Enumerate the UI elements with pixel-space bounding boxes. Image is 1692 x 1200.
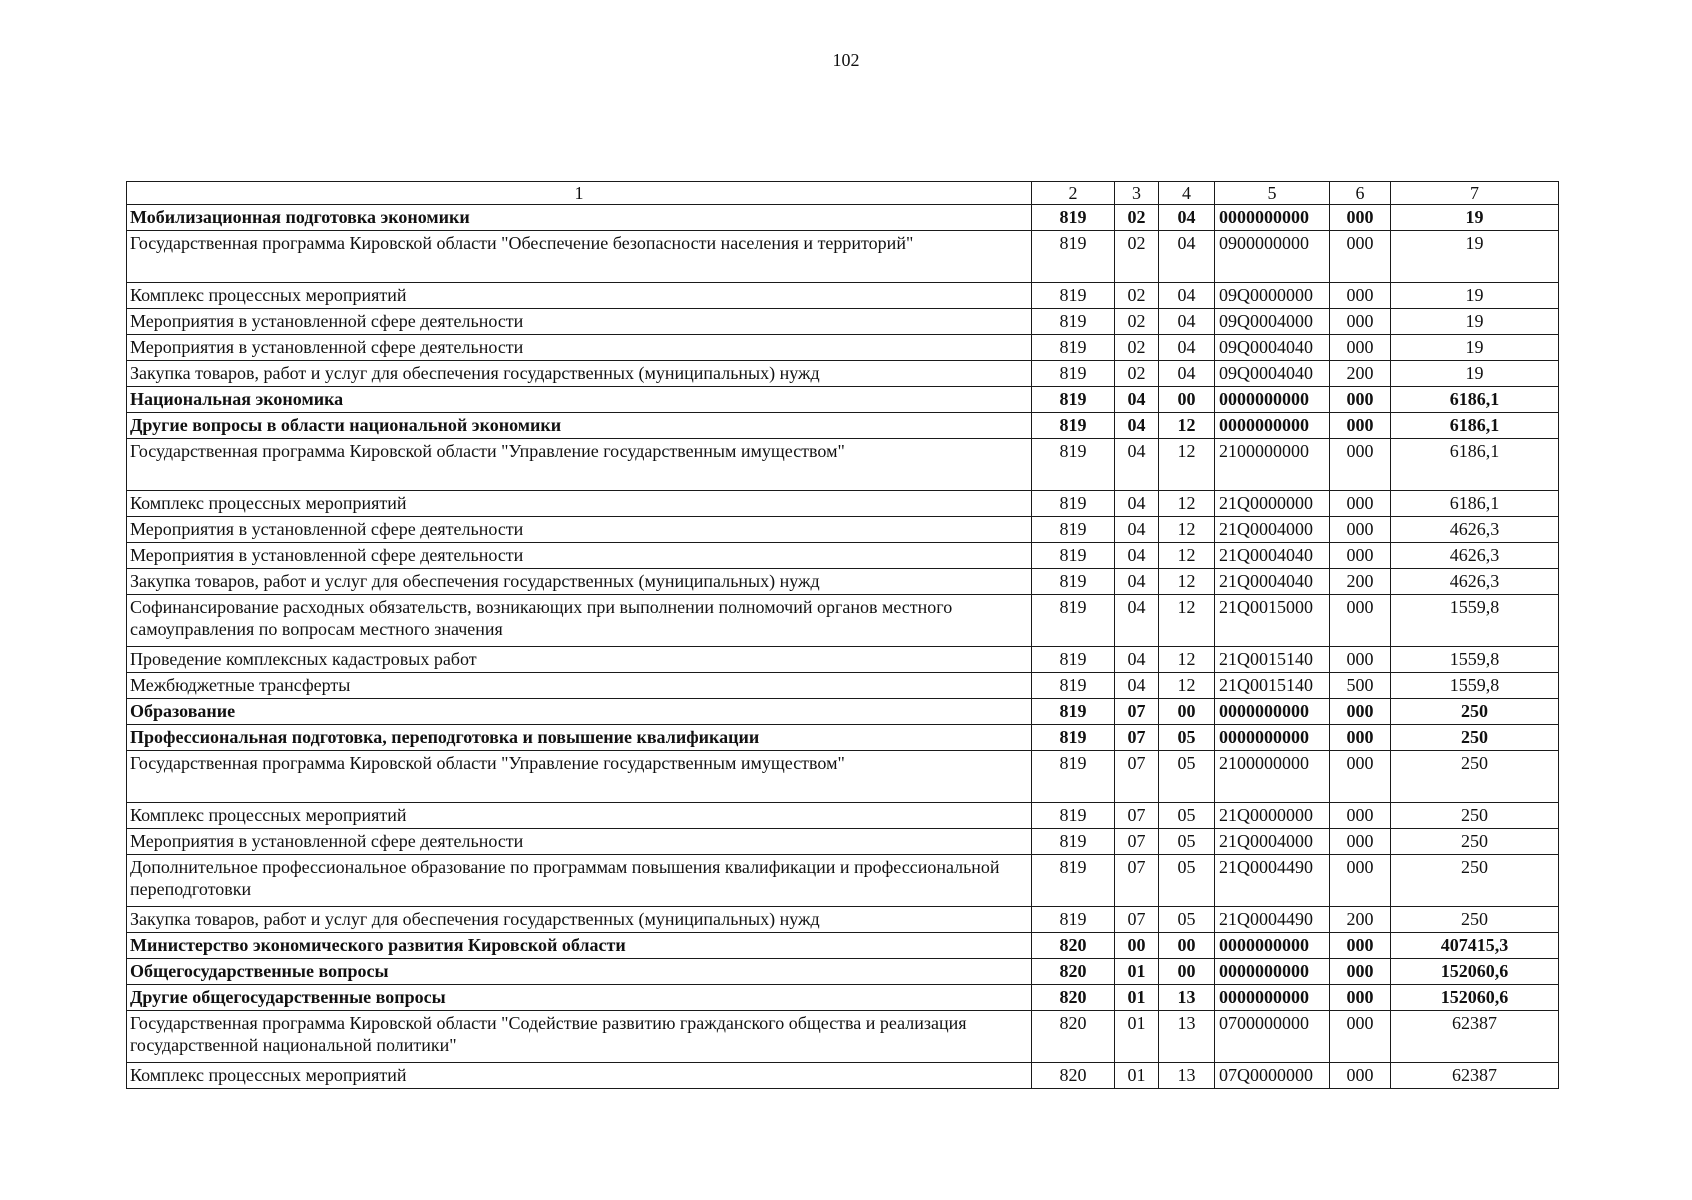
row-code-3-cell: 02 <box>1115 231 1159 283</box>
row-code-6-cell: 000 <box>1330 647 1391 673</box>
row-code-2-cell: 819 <box>1032 647 1115 673</box>
row-code-6-cell: 200 <box>1330 361 1391 387</box>
row-code-6-cell: 000 <box>1330 751 1391 803</box>
row-code-5-cell: 0900000000 <box>1215 231 1330 283</box>
row-code-6-cell: 000 <box>1330 985 1391 1011</box>
row-amount-cell: 19 <box>1391 231 1559 283</box>
header-cell-2: 2 <box>1032 182 1115 205</box>
row-code-3-cell: 04 <box>1115 387 1159 413</box>
table-body <box>127 205 1559 1089</box>
row-code-3-cell: 01 <box>1115 959 1159 985</box>
table-row <box>127 1011 1559 1063</box>
row-amount-cell: 250 <box>1391 699 1559 725</box>
row-code-5-cell: 0000000000 <box>1215 959 1330 985</box>
table-row <box>127 829 1559 855</box>
table-row <box>127 517 1559 543</box>
row-amount-cell: 152060,6 <box>1391 985 1559 1011</box>
table-row <box>127 543 1559 569</box>
row-amount-cell: 19 <box>1391 283 1559 309</box>
budget-table <box>126 181 1559 1089</box>
row-code-3-cell: 04 <box>1115 413 1159 439</box>
row-name-cell: Министерство экономического развития Кировской области <box>127 933 1032 959</box>
row-code-3-cell: 02 <box>1115 283 1159 309</box>
row-code-4-cell: 12 <box>1159 491 1215 517</box>
row-code-4-cell: 12 <box>1159 673 1215 699</box>
row-code-6-cell: 000 <box>1330 595 1391 647</box>
row-amount-cell: 250 <box>1391 725 1559 751</box>
row-code-2-cell: 820 <box>1032 1011 1115 1063</box>
row-code-5-cell: 21Q0004490 <box>1215 855 1330 907</box>
row-code-4-cell: 05 <box>1159 829 1215 855</box>
row-code-2-cell: 819 <box>1032 751 1115 803</box>
row-code-4-cell: 13 <box>1159 985 1215 1011</box>
row-code-4-cell: 04 <box>1159 309 1215 335</box>
row-code-4-cell: 04 <box>1159 283 1215 309</box>
row-code-2-cell: 819 <box>1032 725 1115 751</box>
row-code-4-cell: 00 <box>1159 959 1215 985</box>
row-code-6-cell: 000 <box>1330 413 1391 439</box>
row-code-5-cell: 09Q0004040 <box>1215 361 1330 387</box>
row-name-cell: Мероприятия в установленной сфере деятельности <box>127 829 1032 855</box>
row-code-5-cell: 0000000000 <box>1215 699 1330 725</box>
row-name-cell: Государственная программа Кировской области "Управление государственным имуществом" <box>127 439 1032 491</box>
row-code-2-cell: 819 <box>1032 517 1115 543</box>
row-name-cell: Мероприятия в установленной сфере деятельности <box>127 335 1032 361</box>
header-cell-5: 5 <box>1215 182 1330 205</box>
row-amount-cell: 250 <box>1391 855 1559 907</box>
row-code-5-cell: 21Q0004040 <box>1215 569 1330 595</box>
table-row <box>127 725 1559 751</box>
row-code-3-cell: 04 <box>1115 439 1159 491</box>
row-code-2-cell: 819 <box>1032 543 1115 569</box>
row-amount-cell: 152060,6 <box>1391 959 1559 985</box>
row-name-cell: Дополнительное профессиональное образование по программам повышения квалификации и профессиональной переподготовки <box>127 855 1032 907</box>
row-code-3-cell: 04 <box>1115 595 1159 647</box>
row-code-5-cell: 0000000000 <box>1215 933 1330 959</box>
row-code-6-cell: 000 <box>1330 205 1391 231</box>
row-code-4-cell: 13 <box>1159 1011 1215 1063</box>
header-cell-7: 7 <box>1391 182 1559 205</box>
row-code-6-cell: 000 <box>1330 283 1391 309</box>
row-code-5-cell: 07Q0000000 <box>1215 1063 1330 1089</box>
row-code-6-cell: 000 <box>1330 387 1391 413</box>
row-code-4-cell: 12 <box>1159 647 1215 673</box>
table-row <box>127 985 1559 1011</box>
row-code-3-cell: 02 <box>1115 205 1159 231</box>
row-code-6-cell: 000 <box>1330 335 1391 361</box>
row-code-4-cell: 00 <box>1159 933 1215 959</box>
row-code-4-cell: 12 <box>1159 413 1215 439</box>
header-row <box>127 182 1559 205</box>
row-amount-cell: 4626,3 <box>1391 543 1559 569</box>
table-row <box>127 309 1559 335</box>
row-code-3-cell: 07 <box>1115 725 1159 751</box>
table-row <box>127 439 1559 491</box>
row-code-2-cell: 820 <box>1032 959 1115 985</box>
row-code-5-cell: 09Q0004040 <box>1215 335 1330 361</box>
table-row <box>127 647 1559 673</box>
row-code-4-cell: 12 <box>1159 569 1215 595</box>
table-row <box>127 855 1559 907</box>
table-row <box>127 1063 1559 1089</box>
row-name-cell: Национальная экономика <box>127 387 1032 413</box>
page-number: 102 <box>832 50 860 70</box>
row-code-5-cell: 21Q0004040 <box>1215 543 1330 569</box>
row-amount-cell: 62387 <box>1391 1011 1559 1063</box>
table-row <box>127 933 1559 959</box>
row-amount-cell: 6186,1 <box>1391 439 1559 491</box>
row-code-6-cell: 000 <box>1330 1063 1391 1089</box>
row-code-5-cell: 0000000000 <box>1215 413 1330 439</box>
row-code-3-cell: 02 <box>1115 309 1159 335</box>
row-name-cell: Государственная программа Кировской области "Обеспечение безопасности населения и территорий" <box>127 231 1032 283</box>
row-code-5-cell: 21Q0004000 <box>1215 517 1330 543</box>
row-amount-cell: 4626,3 <box>1391 517 1559 543</box>
row-code-2-cell: 819 <box>1032 335 1115 361</box>
row-code-5-cell: 21Q0004490 <box>1215 907 1330 933</box>
row-code-3-cell: 04 <box>1115 517 1159 543</box>
table-row <box>127 699 1559 725</box>
row-code-2-cell: 819 <box>1032 439 1115 491</box>
row-code-3-cell: 07 <box>1115 907 1159 933</box>
row-code-2-cell: 819 <box>1032 361 1115 387</box>
row-code-2-cell: 819 <box>1032 855 1115 907</box>
row-code-5-cell: 0700000000 <box>1215 1011 1330 1063</box>
row-amount-cell: 19 <box>1391 361 1559 387</box>
row-code-2-cell: 819 <box>1032 673 1115 699</box>
row-name-cell: Государственная программа Кировской области "Управление государственным имуществом" <box>127 751 1032 803</box>
row-code-5-cell: 0000000000 <box>1215 205 1330 231</box>
row-code-6-cell: 000 <box>1330 933 1391 959</box>
row-code-6-cell: 000 <box>1330 725 1391 751</box>
row-code-5-cell: 0000000000 <box>1215 985 1330 1011</box>
row-code-4-cell: 04 <box>1159 361 1215 387</box>
table-row <box>127 413 1559 439</box>
row-code-6-cell: 000 <box>1330 491 1391 517</box>
row-code-3-cell: 04 <box>1115 647 1159 673</box>
row-code-6-cell: 200 <box>1330 569 1391 595</box>
table-row <box>127 907 1559 933</box>
row-name-cell: Государственная программа Кировской области "Содействие развитию гражданского общества и реализация государственной национальной политики" <box>127 1011 1032 1063</box>
row-name-cell: Другие вопросы в области национальной экономики <box>127 413 1032 439</box>
row-code-5-cell: 2100000000 <box>1215 439 1330 491</box>
row-code-2-cell: 819 <box>1032 309 1115 335</box>
table-row <box>127 387 1559 413</box>
row-code-2-cell: 819 <box>1032 803 1115 829</box>
row-code-3-cell: 04 <box>1115 543 1159 569</box>
table-row <box>127 491 1559 517</box>
row-code-5-cell: 21Q0000000 <box>1215 491 1330 517</box>
row-amount-cell: 1559,8 <box>1391 595 1559 647</box>
row-code-6-cell: 000 <box>1330 439 1391 491</box>
row-code-4-cell: 00 <box>1159 387 1215 413</box>
row-name-cell: Закупка товаров, работ и услуг для обеспечения государственных (муниципальных) нужд <box>127 569 1032 595</box>
row-code-5-cell: 21Q0004000 <box>1215 829 1330 855</box>
row-code-4-cell: 00 <box>1159 699 1215 725</box>
row-name-cell: Комплекс процессных мероприятий <box>127 491 1032 517</box>
row-name-cell: Закупка товаров, работ и услуг для обеспечения государственных (муниципальных) нужд <box>127 361 1032 387</box>
row-code-4-cell: 04 <box>1159 231 1215 283</box>
row-amount-cell: 250 <box>1391 907 1559 933</box>
row-amount-cell: 6186,1 <box>1391 491 1559 517</box>
row-name-cell: Комплекс процессных мероприятий <box>127 1063 1032 1089</box>
row-code-2-cell: 819 <box>1032 595 1115 647</box>
row-code-6-cell: 000 <box>1330 959 1391 985</box>
table-row <box>127 673 1559 699</box>
row-amount-cell: 19 <box>1391 205 1559 231</box>
table-row <box>127 569 1559 595</box>
row-code-3-cell: 07 <box>1115 855 1159 907</box>
row-code-4-cell: 12 <box>1159 439 1215 491</box>
row-code-3-cell: 02 <box>1115 335 1159 361</box>
row-code-6-cell: 000 <box>1330 803 1391 829</box>
row-code-3-cell: 07 <box>1115 699 1159 725</box>
table-row <box>127 231 1559 283</box>
row-code-6-cell: 000 <box>1330 517 1391 543</box>
row-code-2-cell: 820 <box>1032 985 1115 1011</box>
row-code-3-cell: 01 <box>1115 985 1159 1011</box>
row-code-5-cell: 0000000000 <box>1215 725 1330 751</box>
row-code-4-cell: 05 <box>1159 803 1215 829</box>
row-code-3-cell: 04 <box>1115 491 1159 517</box>
header-cell-6: 6 <box>1330 182 1391 205</box>
row-name-cell: Другие общегосударственные вопросы <box>127 985 1032 1011</box>
row-code-3-cell: 02 <box>1115 361 1159 387</box>
row-code-2-cell: 819 <box>1032 907 1115 933</box>
row-code-5-cell: 21Q0015140 <box>1215 673 1330 699</box>
row-name-cell: Общегосударственные вопросы <box>127 959 1032 985</box>
row-code-2-cell: 819 <box>1032 387 1115 413</box>
row-name-cell: Межбюджетные трансферты <box>127 673 1032 699</box>
table-row <box>127 803 1559 829</box>
row-code-4-cell: 12 <box>1159 517 1215 543</box>
row-name-cell: Комплекс процессных мероприятий <box>127 283 1032 309</box>
row-amount-cell: 19 <box>1391 309 1559 335</box>
row-code-3-cell: 00 <box>1115 933 1159 959</box>
row-code-6-cell: 000 <box>1330 231 1391 283</box>
table-row <box>127 283 1559 309</box>
row-code-6-cell: 000 <box>1330 1011 1391 1063</box>
row-name-cell: Мобилизационная подготовка экономики <box>127 205 1032 231</box>
row-code-2-cell: 819 <box>1032 283 1115 309</box>
row-code-5-cell: 21Q0000000 <box>1215 803 1330 829</box>
table-row <box>127 335 1559 361</box>
row-code-2-cell: 820 <box>1032 933 1115 959</box>
row-code-2-cell: 819 <box>1032 829 1115 855</box>
row-code-4-cell: 04 <box>1159 335 1215 361</box>
row-code-3-cell: 04 <box>1115 673 1159 699</box>
row-amount-cell: 1559,8 <box>1391 673 1559 699</box>
row-code-6-cell: 000 <box>1330 309 1391 335</box>
table-row <box>127 205 1559 231</box>
row-amount-cell: 250 <box>1391 803 1559 829</box>
row-code-4-cell: 05 <box>1159 725 1215 751</box>
row-amount-cell: 250 <box>1391 751 1559 803</box>
row-name-cell: Профессиональная подготовка, переподготовка и повышение квалификации <box>127 725 1032 751</box>
row-code-2-cell: 819 <box>1032 569 1115 595</box>
row-code-5-cell: 09Q0004000 <box>1215 309 1330 335</box>
row-amount-cell: 407415,3 <box>1391 933 1559 959</box>
row-amount-cell: 62387 <box>1391 1063 1559 1089</box>
row-code-2-cell: 819 <box>1032 699 1115 725</box>
row-code-2-cell: 820 <box>1032 1063 1115 1089</box>
row-code-2-cell: 819 <box>1032 205 1115 231</box>
row-code-6-cell: 200 <box>1330 907 1391 933</box>
row-code-2-cell: 819 <box>1032 231 1115 283</box>
row-amount-cell: 19 <box>1391 335 1559 361</box>
row-amount-cell: 4626,3 <box>1391 569 1559 595</box>
table-row <box>127 361 1559 387</box>
row-name-cell: Мероприятия в установленной сфере деятельности <box>127 517 1032 543</box>
row-name-cell: Комплекс процессных мероприятий <box>127 803 1032 829</box>
row-code-4-cell: 05 <box>1159 855 1215 907</box>
row-code-6-cell: 000 <box>1330 543 1391 569</box>
row-amount-cell: 6186,1 <box>1391 413 1559 439</box>
row-name-cell: Закупка товаров, работ и услуг для обеспечения государственных (муниципальных) нужд <box>127 907 1032 933</box>
row-name-cell: Мероприятия в установленной сфере деятельности <box>127 543 1032 569</box>
row-code-4-cell: 05 <box>1159 907 1215 933</box>
row-code-5-cell: 2100000000 <box>1215 751 1330 803</box>
row-code-4-cell: 05 <box>1159 751 1215 803</box>
row-code-5-cell: 0000000000 <box>1215 387 1330 413</box>
row-amount-cell: 6186,1 <box>1391 387 1559 413</box>
row-code-3-cell: 01 <box>1115 1011 1159 1063</box>
row-code-6-cell: 500 <box>1330 673 1391 699</box>
table-row <box>127 959 1559 985</box>
row-code-3-cell: 07 <box>1115 803 1159 829</box>
header-cell-4: 4 <box>1159 182 1215 205</box>
row-code-4-cell: 12 <box>1159 595 1215 647</box>
row-code-5-cell: 21Q0015000 <box>1215 595 1330 647</box>
row-code-4-cell: 13 <box>1159 1063 1215 1089</box>
table-row <box>127 751 1559 803</box>
row-name-cell: Софинансирование расходных обязательств, возникающих при выполнении полномочий органов местного самоуправления по вопросам местного значения <box>127 595 1032 647</box>
row-code-4-cell: 12 <box>1159 543 1215 569</box>
row-name-cell: Проведение комплексных кадастровых работ <box>127 647 1032 673</box>
row-code-3-cell: 07 <box>1115 751 1159 803</box>
row-code-4-cell: 04 <box>1159 205 1215 231</box>
row-code-5-cell: 09Q0000000 <box>1215 283 1330 309</box>
row-code-3-cell: 04 <box>1115 569 1159 595</box>
header-cell-3: 3 <box>1115 182 1159 205</box>
row-code-2-cell: 819 <box>1032 491 1115 517</box>
table-row <box>127 595 1559 647</box>
row-code-6-cell: 000 <box>1330 829 1391 855</box>
row-name-cell: Образование <box>127 699 1032 725</box>
row-name-cell: Мероприятия в установленной сфере деятельности <box>127 309 1032 335</box>
row-amount-cell: 1559,8 <box>1391 647 1559 673</box>
row-code-3-cell: 07 <box>1115 829 1159 855</box>
row-code-2-cell: 819 <box>1032 413 1115 439</box>
row-code-6-cell: 000 <box>1330 855 1391 907</box>
row-amount-cell: 250 <box>1391 829 1559 855</box>
row-code-6-cell: 000 <box>1330 699 1391 725</box>
row-code-3-cell: 01 <box>1115 1063 1159 1089</box>
header-cell-1: 1 <box>127 182 1032 205</box>
row-code-5-cell: 21Q0015140 <box>1215 647 1330 673</box>
